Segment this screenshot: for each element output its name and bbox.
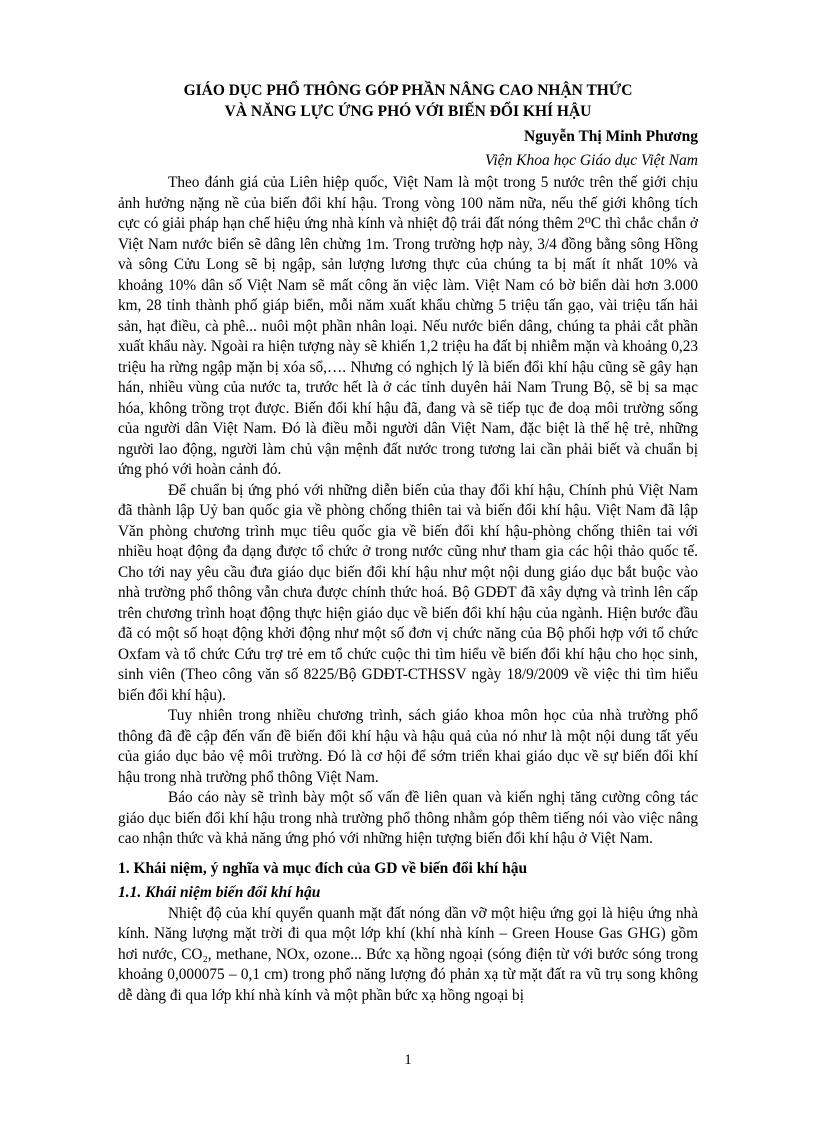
page-number: 1 [404,1052,412,1068]
paragraph-intro-1: Theo đánh giá của Liên hiệp quốc, Việt Nam là một trong 5 nước trên thế giới chịu ảnh hưởng nặng nề của biến đổi khí hậu. Trong vòng 100 năm nữa, nếu thế giới không tích cực có giải pháp hạn chế hiệu ứng nhà kính và nhiệt độ trái đất nóng thêm 2⁰C thì chắc chắn ở Việt Nam nước biển sẽ dâng lên chừng 1m. Trong trường hợp này, 3/4 đồng bằng sông Hồng và sông Cửu Long sẽ bị ngập, sản lượng lương thực của chúng ta bị mất ít nhất 10% và khoảng 10% dân số Việt Nam sẽ mất công ăn việc làm. Việt Nam có bờ biển dài hơn 3.000 km, 28 tỉnh thành phố giáp biển, mỗi năm xuất khẩu chừng 5 triệu tấn gạo, vài triệu tấn hải sản, hạt điều, cà phê... nuôi một phần nhân loại. Nếu nước biển dâng, chúng ta phải cắt phần xuất khẩu này. Ngoài ra hiện tượng này sẽ khiến 1,2 triệu ha đất bị nhiễm mặn và khoảng 0,23 triệu ha rừng ngập mặn bị xóa sổ,…. Nhưng có nghịch lý là biến đổi khí hậu cũng sẽ gây hạn hán, nhiều vùng của nước ta, trước hết là ở các tỉnh duyên hải Nam Trung Bộ, sẽ bị sa mạc hóa, không trồng trọt được. Biến đổi khí hậu đã, đang và sẽ tiếp tục đe doạ môi trường sống của người dân Việt Nam. Đó là điều mỗi người dân Việt Nam, đặc biệt là thế hệ trẻ, những người lao động, người làm chủ vận mệnh đất nước trong tương lai cần phải biết và chuẩn bị ứng phó với hoàn cảnh đó. [118,174,698,478]
paragraph-1-1: Nhiệt độ của khí quyển quanh mặt đất nóng dần vỡ một hiệu ứng gọi là hiệu ứng nhà kính. Năng lượng mặt trời đi qua một lớp khí (khí nhà kính – Green House Gas GHG) gồm hơi nước, CO₂, methane, NOx, ozone... Bức xạ hồng ngoại (sóng điện từ với bước sóng trong khoảng 0,000075 – 0,1 cm) trong phổ năng lượng đó phản xạ từ mặt đất ra vũ trụ song không dễ dàng đi qua lớp khí nhà kính và một phần bức xạ hồng ngoại bị [118,904,698,1004]
paragraph-intro-3: Tuy nhiên trong nhiều chương trình, sách giáo khoa môn học của nhà trường phổ thông đã đề cập đến vấn đề biến đổi khí hậu và hậu quả của nó như là một nội dung tất yếu của giáo dục bảo vệ môi trường. Đó là cơ hội để sớm triển khai giáo dục về sự biến đổi khí hậu trong nhà trường phổ thông Việt Nam. [118,707,698,786]
paragraph-intro-4: Báo cáo này sẽ trình bày một số vấn đề liên quan và kiến nghị tăng cường công tác giáo dục biến đổi khí hậu trong nhà trường phổ thông nhằm góp thêm tiếng nói vào việc nâng cao nhận thức và khả năng ứng phó với những hiện tượng biến đổi khí hậu ở Việt Nam. [118,789,698,847]
paragraph-intro-2: Để chuẩn bị ứng phó với những diễn biến của thay đổi khí hậu, Chính phủ Việt Nam đã thành lập Uỷ ban quốc gia về phòng chống thiên tai và biến đổi khí hậu. Việt Nam đã lập Văn phòng chương trình mục tiêu quốc gia về biến đổi khí hậu-phòng chống thiên tai với nhiều hoạt động đa dạng được tổ chức ở trong nước cũng như tham gia các hội thảo quốc tế. Cho tới nay yêu cầu đưa giáo dục biến đổi khí hậu như một nội dung giáo dục bắt buộc vào nhà trường phổ thông vẫn chưa được chính thức hoá. Bộ GDĐT đã xây dựng và trình lên cấp trên chương trình hoạt động thực hiện giáo dục về biến đổi khí hậu của ngành. Hiện bước đầu đã có một số hoạt động khởi động như một số đơn vị chức năng của Bộ phối hợp với tổ chức Oxfam và tổ chức Cứu trợ trẻ em tổ chức cuộc thi tìm hiểu về biến đổi khí hậu cho học sinh, sinh viên (Theo công văn số 8225/Bộ GDĐT-CTHSSV ngày 18/9/2009 về việc thi tìm hiểu biến đổi khí hậu). [118,481,698,704]
section-heading-1: 1. Khái niệm, ý nghĩa và mục đích của GD về biến đổi khí hậu [118,859,528,877]
document-title-line-2: VÀ NĂNG LỰC ỨNG PHÓ VỚI BIẾN ĐỔI KHÍ HẬU [224,103,592,120]
document-body [118,173,698,1006]
author-affiliation: Viện Khoa học Giáo dục Việt Nam [485,152,698,169]
subsection-heading-1-1: 1.1. Khái niệm biến đổi khí hậu [118,883,321,901]
author-name: Nguyễn Thị Minh Phương [524,128,698,145]
document-title-line-1: GIÁO DỤC PHỔ THÔNG GÓP PHẦN NÂNG CAO NHẬN THỨC [183,82,633,99]
